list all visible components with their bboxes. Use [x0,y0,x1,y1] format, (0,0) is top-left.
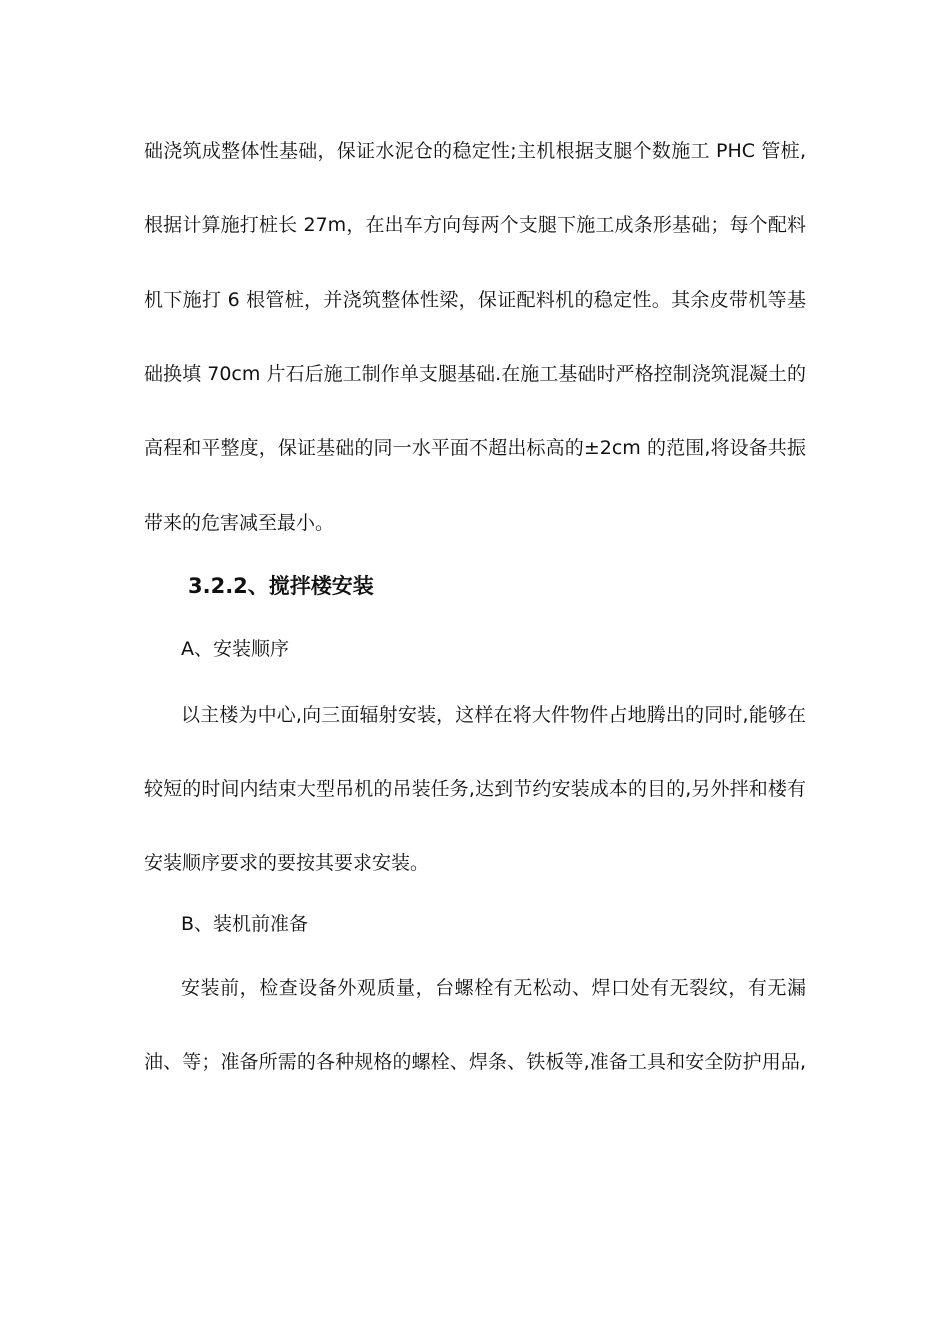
paragraph-line: 高程和平整度，保证基础的同一水平面不超出标高的±2cm 的范围,将设备共振 [144,437,806,459]
paragraph-line: 础浇筑成整体性基础，保证水泥仓的稳定性;主机根据支腿个数施工 PHC 管桩, [144,140,806,162]
paragraph-line: 础换填 70cm 片石后施工制作单支腿基础.在施工基础时严格控制浇筑混凝土的 [144,363,806,385]
paragraph-line: 带来的危害减至最小。 [144,512,335,534]
paragraph-line: 安装顺序要求的要按其要求安装。 [144,852,430,874]
paragraph-line: 油、等；准备所需的各种规格的螺栓、焊条、铁板等,准备工具和安全防护用品, [144,1051,806,1073]
paragraph-line: 根据计算施打桩长 27m，在出车方向每两个支腿下施工成条形基础；每个配料 [144,214,806,236]
paragraph-line: 较短的时间内结束大型吊机的吊装任务,达到节约安装成本的目的,另外拌和楼有 [144,778,806,800]
subsection-b-title: B、装机前准备 [181,913,309,935]
section-heading: 3.2.2、搅拌楼安装 [188,574,374,598]
subsection-a-title: A、安装顺序 [181,638,289,660]
paragraph-line: 安装前，检查设备外观质量，台螺栓有无松动、焊口处有无裂纹，有无漏 [181,977,806,999]
paragraph-line: 机下施打 6 根管桩，并浇筑整体性梁，保证配料机的稳定性。其余皮带机等基 [144,289,806,311]
paragraph-line: 以主楼为中心,向三面辐射安装，这样在将大件物件占地腾出的同时,能够在 [181,704,806,726]
